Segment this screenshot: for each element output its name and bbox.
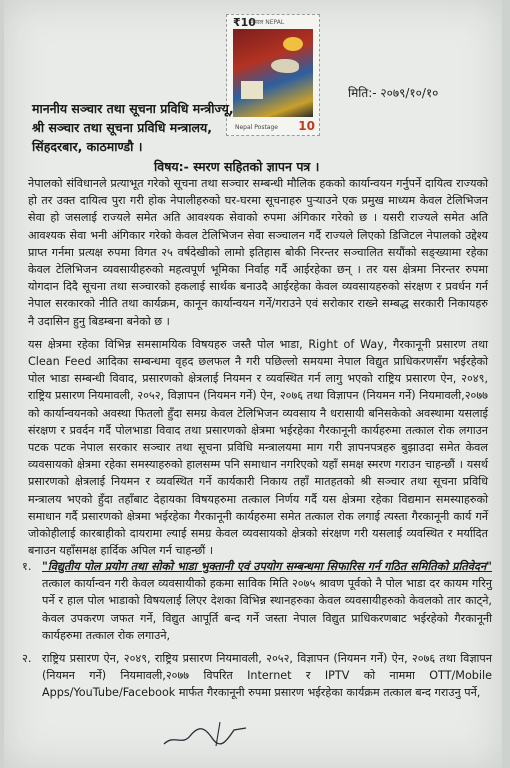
letter-date: मिति:- २०७९/१०/१० <box>348 86 439 100</box>
stamp-value-bottom: 10 <box>298 119 315 133</box>
stamp-value-top: ₹10 <box>233 16 256 29</box>
signature-mark <box>160 716 250 750</box>
list-item-highlight: "विद्युतीय पोल प्रयोग तथा सोको भाडा भुक्तानी एवं उपयोग सम्बन्धमा सिफारिस गर्न गठित समितिको प्रतिवेदन" <box>42 560 492 573</box>
list-item <box>22 558 492 644</box>
body-paragraph-2: यस क्षेत्रमा रहेका विभिन्न समसामयिक विषयहरु जस्तै पोल भाडा, Right of Way, गैरकानूनी प्रसारण तथा Clean Feed आदिका सम्बन्धमा वृहद छलफल नै गरी पछिल्लो समयमा नेपाल विद्युत प्राधिकरणसँग भईरहेको पोल भाडा सम्बन्धी विवाद, प्रसारणको क्षेत्रलाई नियमन र व्यवस्थित गर्न लागु भएको राष्ट्रिय प्रसारण ऐन, २०४९, राष्ट्रिय प्रसारण नियमावली, २०५२, विज्ञापन (नियमन गर्ने) ऐन, २०७६ तथा विज्ञापन (नियमन गर्ने) नियमावली,२०७७ को कार्यान्वयनको अवस्था फितलो हुँदा समग्र केवल टेलिभिजन व्यवसाय नै धरासायी बनिसकेको अवस्थामा यसलाई संरक्षण र प्रवर्दन गर्दै पोलभाडा विवाद तथा प्रसारणको क्षेत्रमा भईरहेका गैरकानूनी कार्यहरुमा तत्काल रोक लगाउन पटक पटक नेपाल सरकार सञ्चार तथा सूचना प्रविधि मन्त्रालयमा माग गरी ज्ञापनपत्रहरु बुझाउदा समेत केवल व्यवसायको क्षेत्रमा रहेका समस्याहरुको हालसम्म पनि समाधान नगरिएको यहाँ समक्ष स्मरण गराउन चाहन्छौं । यसर्थ प्रसारणको क्षेत्रलाई नियमन र व्यवस्थित गर्ने कार्यकारी निकाय तहाँ मातहतको श्री सञ्चार तथा सूचना प्रविधि मन्त्रालय भएको हुँदा तहाँबाट देहायका विषयहरुमा तत्काल निर्णय गर्दै यस क्षेत्रमा रहेका विद्यमान समस्याहरुको समाधान गर्दै प्रसारणको क्षेत्रमा भईरहेका गैरकानूनी कार्यहरुमा समेत तत्काल रोक लगाई त्यस्ता गैरकानूनी कार्य गर्ने जोकोहीलाई कारबाहीको दायरामा ल्याई समग्र केवल व्यवसायको क्षेत्रको संरक्षण गरी यसलाई व्यवस्थित र मर्यादित बनाउन यहाँसमक्ष हार्दिक अपिल गर्न चाहन्छौं । <box>28 337 488 558</box>
address-line-3: सिंहदरबार, काठमाण्डौ । <box>32 139 143 154</box>
stamp-sun-shape <box>283 37 303 51</box>
demand-list <box>22 558 492 708</box>
list-item <box>22 650 492 702</box>
list-item-body: राष्ट्रिय प्रसारण ऐन, २०४९, राष्ट्रिय प्रसारण नियमावली, २०५२, विज्ञापन (नियमन गर्ने) ऐन, २०७६ तथा विज्ञापन (नियमन गर्ने) नियमावली,२०७७ विपरित Internet र IPTV को नाममा OTT/Mobile Apps/YouTube/Facebook मार्फत गैरकानूनी रुपमा प्रसारण भईरहेका कार्यक्रम तत्काल बन्द गराउनु पर्ने, <box>42 652 492 700</box>
stamp-bird-shape <box>271 59 299 73</box>
address-line-1: माननीय सञ्चार तथा सूचना प्रविधि मन्त्रीज्यू, <box>32 101 234 116</box>
list-item-number: १. <box>22 560 32 573</box>
letter-page <box>4 0 502 768</box>
stamp-footer: Nepal Postage <box>235 124 278 131</box>
letter-subject: विषय:- स्मरण सहितको ज्ञापन पत्र । <box>154 159 320 174</box>
list-item-body: तत्काल कार्यान्वन गरी केवल व्यवसायीको हकमा साविक मिति २०७५ श्रावण पूर्वको नै पोल भाडा दर कायम गरिनु पर्ने र हाल पोल भाडाको विषयलाई लिएर देशका विभिन्न स्थानहरुका केवल व्यवसायीहरुको केवलको तार काट्ने, केवल उपकरण जफत गर्ने, विद्युत आपूर्ति बन्द गर्ने जस्ता नेपाल विद्युत प्राधिकरणबाट भईरहेको गैरकानूनी कार्यहरुमा तत्काल रोक लगाउने, <box>42 577 492 642</box>
body-paragraph-1: नेपालको संविधानले प्रत्याभूत गरेको सूचना तथा सञ्चार सम्बन्धी मौलिक हकको कार्यान्वयन गर्नुपर्ने दायित्व राज्यको हो तर उक्त दायित्व पुरा गरी होक नेपालीहरुको घर-घरमा सूचनाहरु पुऱ्याउने एक प्रमुख माध्यम केवल टेलिभिजन सेवा हो जसलाई राज्यले समेत अति आवश्यक सेवाको रुपमा अंगिकार गरेको छ । यसरी राज्यले समेत अति आवश्यक सेवा भनी अंगिकार गरेको केवल टेलिभिजन सेवा सञ्चालन गर्दै राज्यले लिएको डिजिटल नेपालको उद्देश्य प्राप्त गर्नमा प्रत्यक्ष रुपमा विगत २५ वर्षदेखीको लामो इतिहास बोकी निरन्तर सञ्चालित सयौंको सङ्ख्यामा रहेका केवल टेलिभिजन व्यवसायीहरुको महत्वपूर्ण भूमिका निर्वाह गर्दै आईरहेका छन् । तर यस क्षेत्रमा निरन्तर रुपमा योगदान दिदै सूचना तथा सञ्चारको हकलाई सार्थक बनाउदै आईरहेका केवल व्यवसायहरुको संरक्षण र प्रवर्धन गर्न नेपाल सरकारको नीति तथा कार्यक्रम, कानून कार्यान्वयन गर्ने/गराउने एवं सरोकार राख्ने सम्बद्ध सरकारी निकायहरु नै उदासिन हुनु बिडम्बना बनेको छ । <box>28 177 488 328</box>
list-item-text <box>42 650 492 702</box>
stamp-header: नेपाल NEPAL <box>251 19 285 26</box>
list-item-number: २. <box>22 652 32 666</box>
stamp-patch-shape <box>241 81 263 99</box>
list-item-text <box>42 558 492 644</box>
recipient-address <box>32 99 292 156</box>
letter-body <box>28 175 488 565</box>
address-line-2: श्री सञ्चार तथा सूचना प्रविधि मन्त्रालय, <box>32 120 212 135</box>
